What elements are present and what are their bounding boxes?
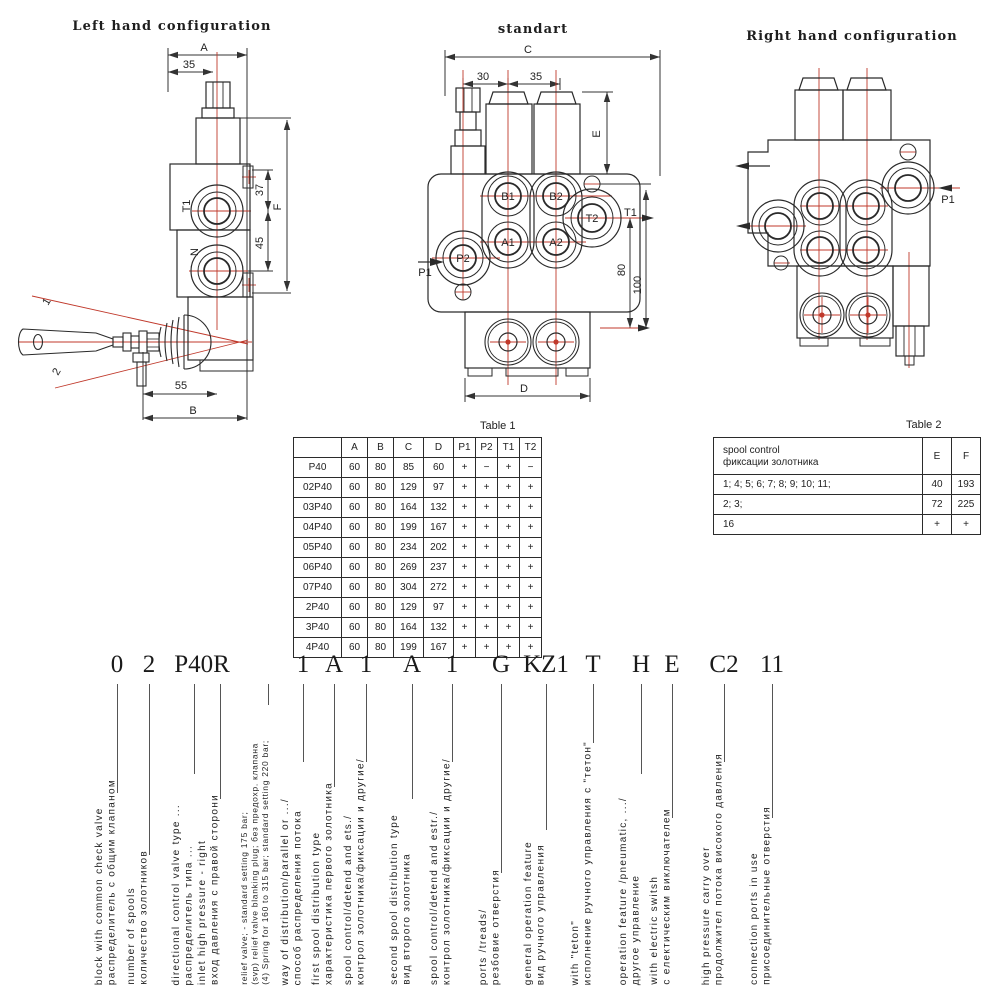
legend-line: (4) Spring for 160 to 315 bar; standard setting 220 bar; [259,740,270,985]
table1-cell: 97 [424,598,454,618]
table1-cell: + [498,558,520,578]
legend-line: block with common check valve [94,807,105,985]
left-config-title: Left hand configuration [72,19,272,34]
table1-header-cell: A [342,438,368,458]
table1-cell: + [454,538,476,558]
table1-header-cell: B [368,438,394,458]
dim-e-label: E [591,130,603,138]
table1-cell: 199 [394,518,424,538]
table1-cell: + [476,618,498,638]
table1-header-row [294,438,542,458]
dim-30-label: 30 [476,71,490,83]
order-code-item: A [324,651,344,678]
legend-line: operation feature /pneumatic, .../ [618,796,629,985]
table1-cell: 60 [424,458,454,478]
table1-row [294,458,542,478]
legend-line: исполнение ручного управления с "тетон" [582,740,594,985]
legend-connector-line [334,684,335,787]
table1-cell: 60 [342,598,368,618]
table1-cell: + [476,478,498,498]
table1-cell: 60 [342,638,368,658]
table2-cell: 193 [952,475,981,495]
legend-line: number of spools [126,887,137,985]
table1-cell: 80 [368,518,394,538]
left-configuration-drawing [5,40,305,435]
table1-cell: + [454,458,476,478]
table1-cell: 304 [394,578,424,598]
right-port-p1-label: P1 [941,194,955,206]
table1-cell: + [454,558,476,578]
dim-100-label: 100 [632,275,644,295]
legend-connector-line [366,684,367,762]
table1-row [294,538,542,558]
table1-cell: 237 [424,558,454,578]
legend-column-text [343,758,368,985]
legend-connector-line [303,684,304,762]
table1-cell: + [520,618,542,638]
dim-c-label: C [524,45,532,56]
table1-cell: 02P40 [294,478,342,498]
dim-35b-label: 35 [529,71,543,83]
table1-cell: 60 [342,458,368,478]
table1-cell: + [454,578,476,598]
table1-cell: + [498,618,520,638]
legend-line: контрол золотника/фиксации и другие/ [355,758,367,985]
table1-cell: 164 [394,498,424,518]
table1-cell: 80 [368,558,394,578]
table1-row [294,618,542,638]
standart-drawing [395,45,700,435]
table1-cell: + [498,458,520,478]
legend-line: connection ports in use [749,852,760,985]
table1-cell: 129 [394,598,424,618]
left-valve-body [170,82,253,371]
table1-cell: 60 [342,558,368,578]
lever-position-2-label: 2 [50,366,64,378]
table1-cell: 60 [342,518,368,538]
table1-cell: + [498,478,520,498]
legend-line: контрол золотника/фиксации и другие/ [441,758,453,985]
legend-line: with "teton" [570,919,581,985]
legend-column-text [126,850,151,985]
legend-connector-line [117,684,118,793]
table1-cell: + [520,578,542,598]
order-code-item: 1 [296,651,310,678]
legend-column-text [171,804,196,986]
port-t1-label: T1 [181,199,193,213]
legend-connector-line [672,684,673,818]
legend-line: relief valve; - standard setting 175 bar; [238,811,249,985]
middle-valve-body [428,88,640,376]
legend-column-text [570,741,595,985]
table1-row [294,518,542,538]
table1-header-cell: T1 [498,438,520,458]
table1-cell: 3P40 [294,618,342,638]
table1-cell: 60 [342,578,368,598]
table1-cell: 80 [368,638,394,658]
order-code-item: KZ1 [523,651,569,678]
table1-cell: + [520,478,542,498]
legend-column-text [311,782,336,985]
legend-line: directional control valve type ... [171,803,182,985]
table1-cell: + [520,518,542,538]
table1-cell: 60 [342,478,368,498]
right-relief-collar [893,266,929,326]
table1-cell: 80 [368,458,394,478]
middle-centerlines [432,70,648,385]
table1-cell: + [454,598,476,618]
table2 [713,437,981,535]
table1-cell: + [476,498,498,518]
table1-cell: 4P40 [294,638,342,658]
legend-line: general operation feature [523,840,534,985]
legend-line: присоединительные отверстия [761,806,773,985]
table2-label: Table 2 [906,419,942,431]
table1-cell: 60 [342,498,368,518]
table2-row [714,475,981,495]
table1-cell: P40 [294,458,342,478]
right-configuration-drawing [725,45,995,380]
table2-cell: 2; 3; [714,495,923,515]
port-n-label: N [189,248,201,256]
port-b1-label: B1 [501,191,515,203]
table2-header-line: spool control [723,445,780,456]
table1-cell: 60 [342,538,368,558]
lever-assembly [19,315,212,386]
order-code-item: 0 [110,651,124,678]
table1-row [294,478,542,498]
table2-cell: 40 [923,475,952,495]
table1-header-cell: C [394,438,424,458]
table1-header-cell: P2 [476,438,498,458]
table1-cell: 132 [424,498,454,518]
table1-cell: 80 [368,598,394,618]
dim-37-label: 37 [254,183,266,197]
legend-connector-line [220,684,221,799]
port-a1-label: A1 [501,237,515,249]
lever-position-1-label: 1 [40,296,54,308]
table2-cell: + [923,515,952,535]
table1-cell: 202 [424,538,454,558]
table2-row [714,495,981,515]
table1-cell: 80 [368,618,394,638]
table2-header-line: фиксации золотника [723,457,819,468]
port-p1-ref-label: P1 [418,267,432,279]
table2-header-main [714,438,923,475]
port-p2-label: P2 [456,253,470,265]
table2-grid [713,437,981,535]
table1-cell: 85 [394,458,424,478]
table1-cell: + [498,638,520,658]
legend-line: ports /treads/ [478,908,489,985]
legend-connector-line [501,684,502,873]
legend-connector-line [593,684,594,743]
order-code-item: E [664,651,680,678]
legend-line: (svp) relief valve blanking plug; без предохр. клапана [249,743,259,985]
table1-cell: + [520,558,542,578]
dim-55-label: 55 [174,380,188,392]
legend-line: вид второго золотника [401,853,413,985]
table1-row [294,598,542,618]
dim-45-label: 45 [254,236,266,250]
table1-cell: 80 [368,578,394,598]
table2-header-col: F [952,438,981,475]
legend-column-text [280,798,305,985]
table2-header-row [714,438,981,475]
spool-cap-1 [489,92,528,104]
table1-cell: + [454,618,476,638]
dim-b-label: B [189,405,197,417]
standart-title: standart [497,22,569,37]
table1-row [294,558,542,578]
legend-connector-line [641,684,642,774]
table1-cell: + [454,498,476,518]
table1-cell: 60 [342,618,368,638]
table1-cell: + [476,538,498,558]
table1-cell: 272 [424,578,454,598]
legend-line: другое управление [630,874,642,985]
table1-cell: 234 [394,538,424,558]
right-valve-body [748,78,934,365]
table1-cell: + [498,598,520,618]
legend-line: количество золотников [138,850,150,985]
legend-column-text [239,740,271,985]
order-code-item: C2 [709,651,739,678]
legend-connector-line [772,684,773,818]
legend-line: spool control/detend and estr./ [429,810,440,985]
legend-column-text [429,758,454,985]
table1-cell: 129 [394,478,424,498]
legend-line: вид ручного управления [535,843,547,985]
table1-cell: − [476,458,498,478]
legend-line: inlet high pressure - right [197,839,208,985]
table1-grid [293,437,542,658]
legend-connector-line [149,684,150,855]
table1-cell: 05P40 [294,538,342,558]
right-spool-cap-2 [847,78,886,90]
port-t2-label: T2 [585,213,599,225]
legend-line: способ распределения потока [292,809,304,985]
table1-header-cell: D [424,438,454,458]
table1-cell: + [476,598,498,618]
order-code-item: H [631,651,651,678]
drain-fitting [133,353,149,362]
dim-80-label: 80 [616,263,628,277]
legend-line: with electric switsh [649,876,660,985]
legend-line: распределитель с общим клапаном [106,778,118,985]
spool-cap-2 [537,92,576,104]
table1-cell: 03P40 [294,498,342,518]
table1-cell: + [454,478,476,498]
legend-connector-line [724,684,725,762]
order-code-item: T [585,651,601,678]
table2-row [714,515,981,535]
right-relief-hex [896,326,924,356]
table1-cell: + [476,578,498,598]
right-centerlines [738,68,960,368]
legend-column-text [523,841,548,985]
table2-cell: 1; 4; 5; 6; 7; 8; 9; 10; 11; [714,475,923,495]
table1-cell: 199 [394,638,424,658]
legend-line: way of distribution/parallel or .../ [280,797,291,985]
legend-connector-line [452,684,453,762]
middle-dimension-labels [477,45,644,395]
table1-row [294,498,542,518]
legend-line: резбовие отверстия [490,868,502,985]
table1-header-cell [294,438,342,458]
table1-header-cell: T2 [520,438,542,458]
table1-row [294,578,542,598]
legend-connector-line [546,684,547,830]
table1-cell: 167 [424,518,454,538]
table2-cell: 72 [923,495,952,515]
dim-f-label: F [272,203,284,211]
table1-cell: + [520,498,542,518]
table1-cell: + [454,638,476,658]
dim-d-label: D [520,383,528,395]
legend-line: характеристика первого золотника [323,782,335,985]
legend-connector-line [268,684,269,705]
order-code-item: A [402,651,422,678]
table1-cell: 04P40 [294,518,342,538]
legend-line: с електическим виключателем [661,808,673,985]
table1-cell: 06P40 [294,558,342,578]
table1-cell: 80 [368,538,394,558]
table1-cell: + [476,638,498,658]
legend-connector-line [194,684,195,774]
table1-cell: + [498,538,520,558]
table1-header-cell: P1 [454,438,476,458]
table1-cell: 80 [368,498,394,518]
table1-cell: + [498,578,520,598]
port-t1-ref-label: T1 [624,207,637,219]
order-code-item: 1 [445,651,459,678]
left-centerlines [18,52,256,388]
order-code-item: 11 [759,651,785,678]
port-b2-label: B2 [549,191,563,203]
legend-line: high pressure carry over [701,845,712,985]
table1-cell: 07P40 [294,578,342,598]
dim-a-label: A [200,42,208,54]
legend-connector-line [412,684,413,799]
legend-line: second spool distribution type [389,814,400,985]
table1-cell: 164 [394,618,424,638]
table1-cell: 269 [394,558,424,578]
legend-column-text [478,869,503,985]
legend-line: продолжител потока високого давления [713,752,725,985]
dim-35-label: 35 [182,59,196,71]
table1-cell: 167 [424,638,454,658]
table1-cell: + [476,518,498,538]
legend-line: распределитель типа ... [183,844,195,985]
table1-cell: + [498,518,520,538]
right-config-title: Right hand configuration [746,29,958,44]
right-spool-cap-1 [799,78,838,90]
table2-cell: 225 [952,495,981,515]
table1-cell: + [454,518,476,538]
middle-dimension-lines [445,50,660,402]
table1-cell: − [520,458,542,478]
legend-column-text [389,814,414,985]
table1-cell: 97 [424,478,454,498]
legend-column-text [618,797,643,985]
table1-cell: + [476,558,498,578]
legend-column-text [197,794,222,985]
table2-cell: 16 [714,515,923,535]
table2-header-col: E [923,438,952,475]
legend-line: first spool distribution type [311,831,322,985]
legend-line: вход давления с правой сторони [209,793,221,985]
table2-cell: + [952,515,981,535]
table1-cell: 2P40 [294,598,342,618]
table1-cell: 80 [368,478,394,498]
order-code-item: 1 [359,651,373,678]
order-code-item: 2 [142,651,156,678]
legend-column-text [701,753,726,985]
table1-cell: + [520,598,542,618]
table1 [293,437,542,658]
table1-cell: + [520,538,542,558]
legend-column-text [749,806,774,985]
table1-label: Table 1 [480,420,516,432]
legend-column-text [649,808,674,985]
order-code-item: P40R [174,651,230,678]
table1-cell: + [498,498,520,518]
port-a2-label: A2 [549,237,563,249]
table1-cell: 132 [424,618,454,638]
legend-line: spool control/detend and ets./ [343,814,354,985]
order-code-item: G [491,651,511,678]
legend-column-text [94,779,119,985]
table1-cell: + [520,638,542,658]
